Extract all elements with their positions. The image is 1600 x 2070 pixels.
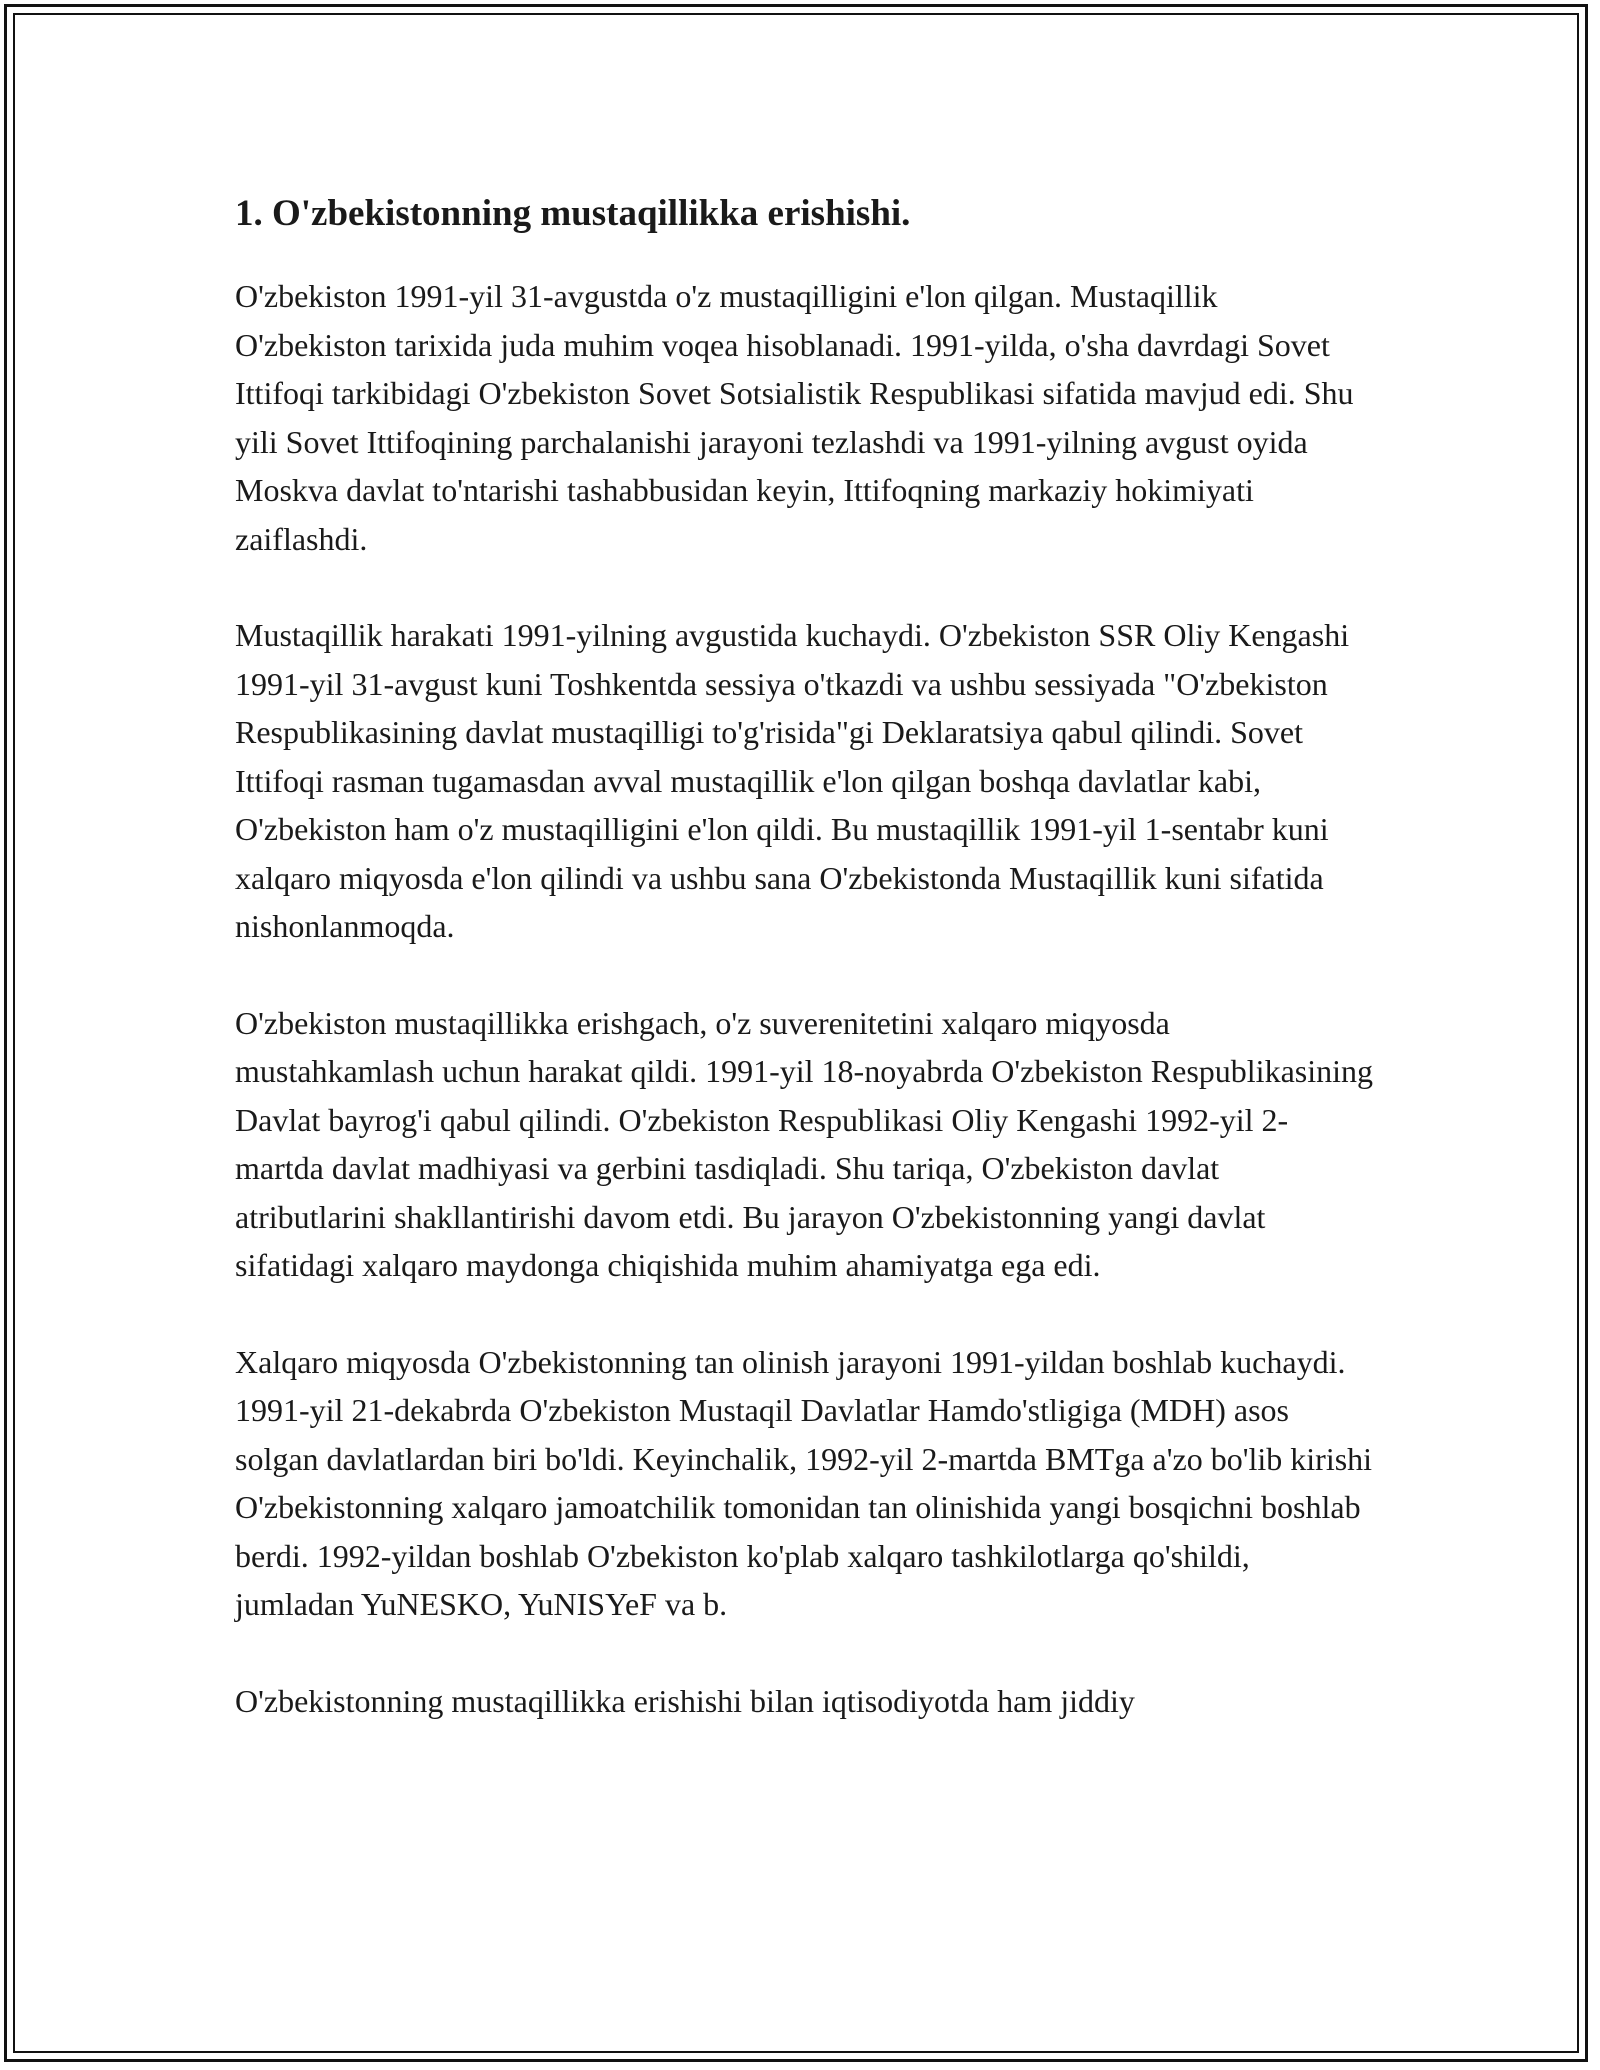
document-body [235, 188, 1375, 1773]
document-title: 1. O'zbekistonning mustaqillikka erishishi. [235, 193, 911, 234]
paragraph-5: O'zbekistonning mustaqillikka erishishi bilan iqtisodiyotda ham jiddiy [235, 1682, 1135, 1719]
paragraph-3: O'zbekiston mustaqillikka erishgach, o'z suverenitetini xalqaro miqyosda mustahkamlash uchun harakat qildi. 1991-yil 18-noyabrda O'zbekiston Respublikasining Davlat bayrog'i qabul qilindi. O'zbekiston Respublikasi Oliy Kengashi 1992-yil 2-martda davlat madhiyasi va gerbini tasdiqladi. Shu tariqa, O'zbekiston davlat atributlarini shakllantirishi davom etdi. Bu jarayon O'zbekistonning yangi davlat sifatidagi xalqaro maydonga chiqishida muhim ahamiyatga ega edi. [235, 1004, 1373, 1283]
paragraph-4: Xalqaro miqyosda O'zbekistonning tan olinish jarayoni 1991-yildan boshlab kuchaydi. 1991-yil 21-dekabrda O'zbekiston Mustaqil Davlatlar Hamdo'stligiga (MDH) asos solgan davlatlardan biri bo'ldi. Keyinchalik, 1992-yil 2-martda BMTga a'zo bo'lib kirishi O'zbekistonning xalqaro jamoatchilik tomonidan tan olinishida yangi bosqichni boshlab berdi. 1992-yildan boshlab O'zbekiston ko'plab xalqaro tashkilotlarga qo'shildi, jumladan YuNESKO, YuNISYeF va b. [235, 1343, 1373, 1622]
paragraph-1: O'zbekiston 1991-yil 31-avgustda o'z mustaqilligini e'lon qilgan. Mustaqillik O'zbekiston tarixida juda muhim voqea hisoblanadi. 1991-yilda, o'sha davrdagi Sovet Ittifoqi tarkibidagi O'zbekiston Sovet Sotsialistik Respublikasi sifatida mavjud edi. Shu yili Sovet Ittifoqining parchalanishi jarayoni tezlashdi va 1991-yilning avgust oyida Moskva davlat to'ntarishi tashabbusidan keyin, Ittifoqning markaziy hokimiyati zaiflashdi. [235, 278, 1354, 557]
paragraph-2: Mustaqillik harakati 1991-yilning avgustida kuchaydi. O'zbekiston SSR Oliy Kengashi 1991-yil 31-avgust kuni Toshkentda sessiya o'tkazdi va ushbu sessiyada "O'zbekiston Respublikasining davlat mustaqilligi to'g'risida"gi Deklaratsiya qabul qilindi. Sovet Ittifoqi rasman tugamasdan avval mustaqillik e'lon qilgan boshqa davlatlar kabi, O'zbekiston ham o'z mustaqilligini e'lon qildi. Bu mustaqillik 1991-yil 1-sentabr kuni xalqaro miqyosda e'lon qilindi va ushbu sana O'zbekistonda Mustaqillik kuni sifatida nishonlanmoqda. [235, 617, 1350, 944]
